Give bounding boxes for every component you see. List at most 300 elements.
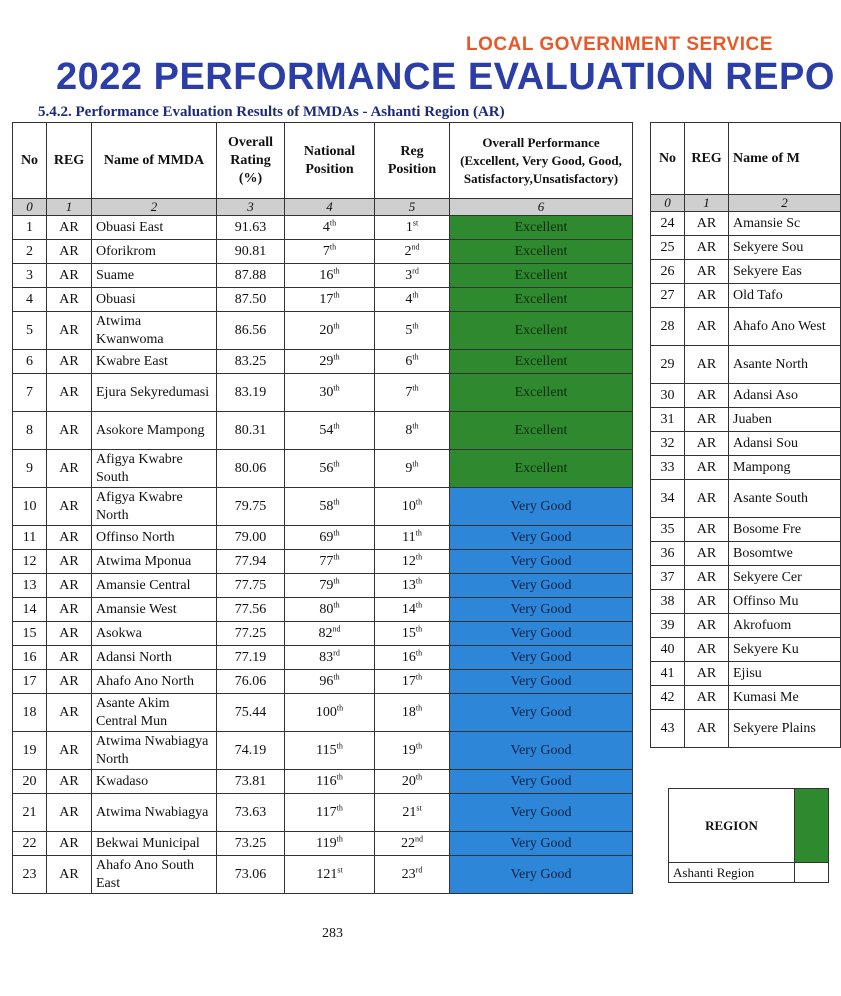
table-row <box>13 264 633 288</box>
table-row <box>651 542 841 566</box>
cell-overall-performance: Excellent <box>450 450 633 488</box>
cell-no: 27 <box>651 284 685 308</box>
national-position-suffix: th <box>333 599 340 609</box>
cell-reg: AR <box>685 212 729 236</box>
cell-rating: 77.19 <box>217 646 285 670</box>
cell-name: Sekyere Cer <box>729 566 841 590</box>
cell-overall-performance: Very Good <box>450 526 633 550</box>
national-position-suffix: th <box>333 575 340 585</box>
cell-name: Oforikrom <box>92 240 217 264</box>
cell-no: 18 <box>13 694 47 732</box>
cell-national-position <box>285 832 375 856</box>
cell-reg: AR <box>685 518 729 542</box>
reg-position-value: 20 <box>401 773 416 789</box>
cell-reg-position <box>375 574 450 598</box>
reg-position-value: 2 <box>404 243 412 259</box>
cell-reg-position <box>375 450 450 488</box>
cell-rating: 73.06 <box>217 856 285 894</box>
col-index: 2 <box>92 199 217 216</box>
cell-name: Akrofuom <box>729 614 841 638</box>
cell-no: 25 <box>651 236 685 260</box>
cell-rating: 73.25 <box>217 832 285 856</box>
cell-no: 40 <box>651 638 685 662</box>
cell-name: Sekyere Ku <box>729 638 841 662</box>
cell-reg-position <box>375 770 450 794</box>
cell-reg: AR <box>685 432 729 456</box>
table-row <box>651 236 841 260</box>
national-position-value: 30 <box>319 384 334 400</box>
national-position-suffix: th <box>333 351 340 361</box>
cell-national-position <box>285 646 375 670</box>
reg-position-suffix: th <box>415 527 422 537</box>
header-overall-performance: Overall Performance (Excellent, Very Good, Good, Satisfactory,Unsatisfactory) <box>450 123 633 199</box>
table-row <box>13 598 633 622</box>
cell-rating: 83.19 <box>217 374 285 412</box>
cell-no: 5 <box>13 312 47 350</box>
national-position-value: 115 <box>316 742 337 758</box>
table-row <box>651 346 841 384</box>
cell-no: 43 <box>651 710 685 748</box>
cell-reg-position <box>375 598 450 622</box>
cell-no: 11 <box>13 526 47 550</box>
cell-name: Offinso Mu <box>729 590 841 614</box>
cell-no: 6 <box>13 350 47 374</box>
national-position-suffix: th <box>333 551 340 561</box>
table-row <box>13 312 633 350</box>
cell-reg: AR <box>47 350 92 374</box>
national-position-value: 4 <box>322 219 330 235</box>
col-index: 0 <box>13 199 47 216</box>
header-no: No <box>13 123 47 199</box>
cell-national-position <box>285 598 375 622</box>
cell-overall-performance: Very Good <box>450 646 633 670</box>
cell-overall-performance: Very Good <box>450 694 633 732</box>
cell-reg: AR <box>685 346 729 384</box>
reg-position-value: 7 <box>405 384 413 400</box>
cell-reg-position <box>375 832 450 856</box>
col-index: 4 <box>285 199 375 216</box>
table-row <box>651 590 841 614</box>
national-position-value: 58 <box>319 498 334 514</box>
table-row <box>651 614 841 638</box>
cell-no: 4 <box>13 288 47 312</box>
table-row <box>651 408 841 432</box>
cell-overall-performance: Excellent <box>450 264 633 288</box>
national-position-suffix: th <box>333 420 340 430</box>
cell-rating: 77.94 <box>217 550 285 574</box>
cell-reg-position <box>375 670 450 694</box>
national-position-value: 16 <box>319 267 334 283</box>
reg-position-suffix: th <box>415 671 423 681</box>
cell-name: Asokwa <box>92 622 217 646</box>
reg-position-value: 11 <box>402 529 416 545</box>
national-position-value: 69 <box>319 529 334 545</box>
reg-position-value: 8 <box>405 422 413 438</box>
cell-name: Amansie Sc <box>729 212 841 236</box>
cell-name: Amansie Central <box>92 574 217 598</box>
reg-position-value: 13 <box>401 577 416 593</box>
cell-overall-performance: Very Good <box>450 732 633 770</box>
cell-no: 2 <box>13 240 47 264</box>
cell-reg: AR <box>47 856 92 894</box>
cell-overall-performance: Excellent <box>450 312 633 350</box>
reg-position-suffix: th <box>415 740 423 750</box>
header-reg-position: Reg Position <box>375 123 450 199</box>
service-heading: LOCAL GOVERNMENT SERVICE <box>466 34 773 55</box>
national-position-suffix: th <box>333 289 340 299</box>
cell-overall-performance: Very Good <box>450 794 633 832</box>
national-position-value: 79 <box>319 577 334 593</box>
cell-rating: 86.56 <box>217 312 285 350</box>
cell-reg: AR <box>47 550 92 574</box>
report-title: 2022 PERFORMANCE EVALUATION REPO <box>56 56 835 98</box>
reg-position-value: 12 <box>401 553 416 569</box>
cell-no: 1 <box>13 216 47 240</box>
cell-reg-position <box>375 694 450 732</box>
national-position-value: 7 <box>322 243 330 259</box>
reg-position-value: 21 <box>402 804 417 820</box>
cell-reg: AR <box>47 832 92 856</box>
cell-rating: 87.88 <box>217 264 285 288</box>
region-summary-table <box>668 788 808 888</box>
cell-rating: 83.25 <box>217 350 285 374</box>
cell-no: 33 <box>651 456 685 480</box>
cell-name: Adansi Aso <box>729 384 841 408</box>
cell-no: 15 <box>13 622 47 646</box>
cell-no: 13 <box>13 574 47 598</box>
col-index: 6 <box>450 199 633 216</box>
table-row <box>13 794 633 832</box>
national-position-value: 116 <box>316 773 337 789</box>
table-row <box>13 526 633 550</box>
table-row <box>651 686 841 710</box>
cell-overall-performance: Excellent <box>450 216 633 240</box>
national-position-value: 117 <box>316 804 337 820</box>
cell-reg: AR <box>685 480 729 518</box>
region-header: REGION <box>669 789 795 863</box>
cell-reg: AR <box>47 646 92 670</box>
table-row <box>651 384 841 408</box>
table-row <box>651 432 841 456</box>
national-position-suffix: st <box>337 864 343 874</box>
table-row <box>651 518 841 542</box>
table-row <box>651 308 841 346</box>
cell-no: 41 <box>651 662 685 686</box>
header-reg: REG <box>685 123 729 195</box>
cell-reg: AR <box>47 488 92 526</box>
reg-position-suffix: nd <box>411 241 420 251</box>
cell-name: Sekyere Eas <box>729 260 841 284</box>
table-row <box>651 456 841 480</box>
cell-reg: AR <box>685 260 729 284</box>
table-row <box>13 646 633 670</box>
cell-name: Obuasi East <box>92 216 217 240</box>
cell-reg: AR <box>47 216 92 240</box>
cell-no: 34 <box>651 480 685 518</box>
cell-reg-position <box>375 350 450 374</box>
cell-reg: AR <box>685 542 729 566</box>
cell-reg-position <box>375 856 450 894</box>
cell-national-position <box>285 412 375 450</box>
cell-no: 8 <box>13 412 47 450</box>
cell-reg-position <box>375 622 450 646</box>
section-title: 5.4.2. Performance Evaluation Results of MMDAs - Ashanti Region (AR) <box>38 104 505 120</box>
cell-reg: AR <box>685 614 729 638</box>
reg-position-value: 15 <box>401 625 416 641</box>
cell-national-position <box>285 526 375 550</box>
cell-overall-performance: Very Good <box>450 622 633 646</box>
reg-position-suffix: th <box>415 771 423 781</box>
national-position-suffix: th <box>336 771 343 781</box>
national-position-suffix: rd <box>333 647 340 657</box>
reg-position-value: 4 <box>405 291 413 307</box>
table-row <box>13 350 633 374</box>
national-position-value: 82 <box>318 625 333 641</box>
cell-rating: 79.75 <box>217 488 285 526</box>
cell-no: 28 <box>651 308 685 346</box>
header-reg: REG <box>47 123 92 199</box>
cell-name: Bekwai Municipal <box>92 832 217 856</box>
cell-no: 24 <box>651 212 685 236</box>
cell-name: Asokore Mampong <box>92 412 217 450</box>
cell-reg-position <box>375 216 450 240</box>
table-row <box>13 450 633 488</box>
cell-name: Ejura Sekyredumasi <box>92 374 217 412</box>
header-no: No <box>651 123 685 195</box>
cell-name: Adansi North <box>92 646 217 670</box>
cell-reg: AR <box>685 638 729 662</box>
cell-rating: 73.63 <box>217 794 285 832</box>
cell-name: Asante North <box>729 346 841 384</box>
cell-name: Kumasi Me <box>729 686 841 710</box>
reg-position-value: 16 <box>401 649 416 665</box>
national-position-suffix: th <box>333 458 340 468</box>
right-table-container <box>650 122 826 754</box>
cell-no: 23 <box>13 856 47 894</box>
reg-position-suffix: th <box>412 351 419 361</box>
reg-position-suffix: th <box>412 420 419 430</box>
cell-name: Afigya Kwabre South <box>92 450 217 488</box>
national-position-suffix: th <box>336 802 343 812</box>
cell-reg: AR <box>685 408 729 432</box>
cell-national-position <box>285 488 375 526</box>
reg-position-suffix: th <box>415 575 423 585</box>
col-index: 0 <box>651 195 685 212</box>
cell-no: 10 <box>13 488 47 526</box>
cell-name: Ahafo Ano North <box>92 670 217 694</box>
header-rating: Overall Rating (%) <box>217 123 285 199</box>
cell-reg: AR <box>47 288 92 312</box>
national-position-value: 83 <box>319 649 334 665</box>
cell-name: Amansie West <box>92 598 217 622</box>
main-table-container <box>12 122 634 918</box>
cell-no: 16 <box>13 646 47 670</box>
cell-reg-position <box>375 240 450 264</box>
cell-overall-performance: Excellent <box>450 288 633 312</box>
table-row <box>651 260 841 284</box>
page-number: 283 <box>322 926 343 941</box>
cell-rating: 87.50 <box>217 288 285 312</box>
header-name: Name of MMDA <box>92 123 217 199</box>
national-position-suffix: th <box>329 241 337 251</box>
cell-no: 17 <box>13 670 47 694</box>
reg-position-suffix: st <box>412 217 419 227</box>
table-row <box>651 212 841 236</box>
cell-rating: 80.31 <box>217 412 285 450</box>
cell-rating: 75.44 <box>217 694 285 732</box>
right-results-table <box>650 122 841 748</box>
col-index: 1 <box>685 195 729 212</box>
cell-name: Asante South <box>729 480 841 518</box>
table-row <box>13 694 633 732</box>
cell-no: 19 <box>13 732 47 770</box>
region-value <box>795 863 829 883</box>
cell-no: 36 <box>651 542 685 566</box>
cell-overall-performance: Very Good <box>450 574 633 598</box>
reg-position-value: 17 <box>401 673 416 689</box>
reg-position-value: 9 <box>405 460 413 476</box>
cell-reg-position <box>375 526 450 550</box>
header-national-position: National Position <box>285 123 375 199</box>
cell-name: Obuasi <box>92 288 217 312</box>
cell-national-position <box>285 264 375 288</box>
national-position-value: 56 <box>319 460 334 476</box>
national-position-suffix: th <box>336 702 344 712</box>
table-row <box>651 662 841 686</box>
national-position-value: 119 <box>316 835 337 851</box>
table-row <box>13 288 633 312</box>
col-index: 1 <box>47 199 92 216</box>
cell-no: 30 <box>651 384 685 408</box>
header-name: Name of M <box>729 123 841 195</box>
cell-name: Afigya Kwabre North <box>92 488 217 526</box>
national-position-value: 77 <box>319 553 334 569</box>
col-index: 2 <box>729 195 841 212</box>
cell-no: 37 <box>651 566 685 590</box>
cell-name: Atwima Nwabiagya North <box>92 732 217 770</box>
cell-overall-performance: Excellent <box>450 412 633 450</box>
national-position-value: 20 <box>319 322 334 338</box>
national-position-value: 121 <box>316 866 338 882</box>
national-position-suffix: th <box>333 320 340 330</box>
cell-rating: 80.06 <box>217 450 285 488</box>
cell-reg: AR <box>47 312 92 350</box>
cell-national-position <box>285 240 375 264</box>
cell-name: Bosome Fre <box>729 518 841 542</box>
cell-national-position <box>285 622 375 646</box>
reg-position-suffix: th <box>415 551 423 561</box>
cell-rating: 77.25 <box>217 622 285 646</box>
cell-reg-position <box>375 732 450 770</box>
cell-rating: 73.81 <box>217 770 285 794</box>
cell-reg: AR <box>47 670 92 694</box>
reg-position-value: 19 <box>401 742 416 758</box>
cell-reg-position <box>375 550 450 574</box>
cell-name: Sekyere Plains <box>729 710 841 748</box>
cell-no: 12 <box>13 550 47 574</box>
reg-position-value: 23 <box>401 866 416 882</box>
cell-no: 20 <box>13 770 47 794</box>
cell-name: Atwima Nwabiagya <box>92 794 217 832</box>
national-position-suffix: th <box>336 833 343 843</box>
cell-national-position <box>285 350 375 374</box>
reg-position-suffix: th <box>415 599 423 609</box>
national-position-value: 100 <box>315 704 337 720</box>
reg-position-value: 3 <box>405 267 413 283</box>
cell-name: Sekyere Sou <box>729 236 841 260</box>
cell-no: 22 <box>13 832 47 856</box>
cell-rating: 90.81 <box>217 240 285 264</box>
reg-position-value: 6 <box>405 353 413 369</box>
cell-reg: AR <box>685 590 729 614</box>
cell-no: 32 <box>651 432 685 456</box>
cell-name: Atwima Mponua <box>92 550 217 574</box>
region-header-color <box>795 789 829 863</box>
cell-national-position <box>285 732 375 770</box>
reg-position-value: 10 <box>401 498 416 514</box>
cell-national-position <box>285 574 375 598</box>
cell-reg: AR <box>685 566 729 590</box>
cell-reg-position <box>375 646 450 670</box>
table-row <box>13 622 633 646</box>
cell-no: 39 <box>651 614 685 638</box>
cell-national-position <box>285 770 375 794</box>
cell-name: Ahafo Ano West <box>729 308 841 346</box>
table-row <box>13 732 633 770</box>
national-position-suffix: th <box>333 671 340 681</box>
cell-name: Ejisu <box>729 662 841 686</box>
cell-national-position <box>285 216 375 240</box>
national-position-suffix: th <box>333 496 340 506</box>
cell-name: Juaben <box>729 408 841 432</box>
national-position-value: 80 <box>319 601 334 617</box>
reg-position-suffix: nd <box>415 833 423 843</box>
cell-reg-position <box>375 312 450 350</box>
cell-rating: 77.75 <box>217 574 285 598</box>
cell-reg-position <box>375 794 450 832</box>
cell-name: Kwadaso <box>92 770 217 794</box>
table-row <box>13 856 633 894</box>
cell-reg: AR <box>685 686 729 710</box>
cell-reg: AR <box>685 710 729 748</box>
table-row <box>651 284 841 308</box>
cell-reg: AR <box>685 284 729 308</box>
cell-reg: AR <box>685 384 729 408</box>
table-row <box>13 574 633 598</box>
reg-position-suffix: th <box>415 623 423 633</box>
col-index: 5 <box>375 199 450 216</box>
reg-position-value: 22 <box>401 835 415 851</box>
cell-no: 9 <box>13 450 47 488</box>
cell-overall-performance: Very Good <box>450 832 633 856</box>
reg-position-suffix: st <box>416 802 422 812</box>
cell-national-position <box>285 550 375 574</box>
reg-position-suffix: th <box>415 496 423 506</box>
table-row <box>651 710 841 748</box>
cell-national-position <box>285 312 375 350</box>
reg-position-suffix: th <box>412 289 419 299</box>
region-name: Ashanti Region <box>669 863 795 883</box>
cell-overall-performance: Very Good <box>450 598 633 622</box>
cell-reg: AR <box>685 662 729 686</box>
table-row <box>13 550 633 574</box>
cell-name: Kwabre East <box>92 350 217 374</box>
cell-no: 38 <box>651 590 685 614</box>
table-row <box>13 240 633 264</box>
table-row <box>651 638 841 662</box>
table-row <box>13 832 633 856</box>
cell-name: Old Tafo <box>729 284 841 308</box>
